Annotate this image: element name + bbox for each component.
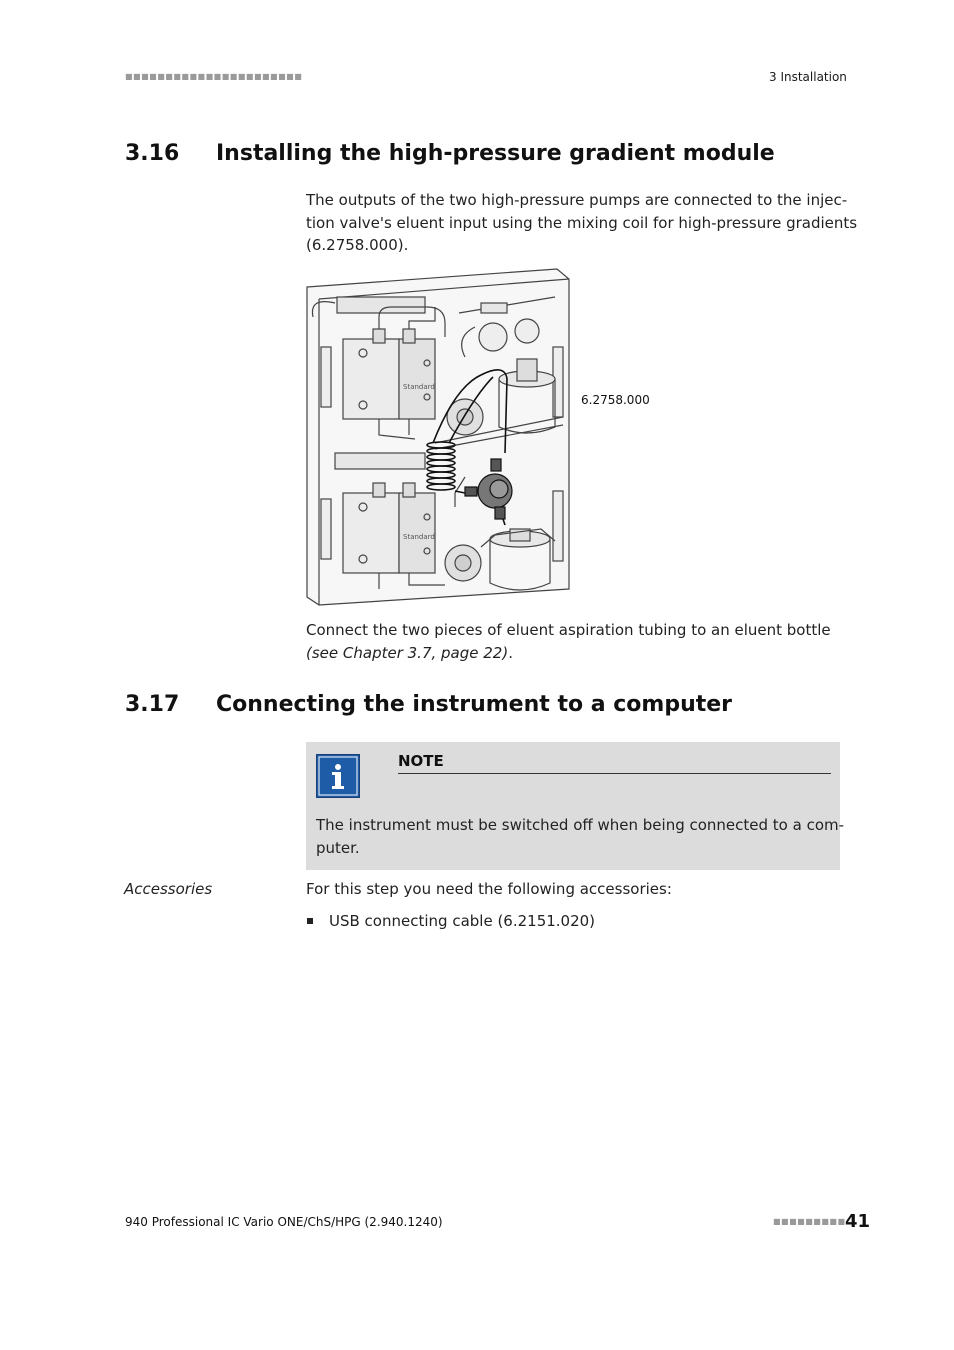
accessories-intro: For this step you need the following accessories: [306,880,672,898]
section-heading-3-16 [125,141,825,171]
note-label: NOTE [398,752,444,770]
paragraph-line [306,642,846,665]
list-item-text: USB connecting cable (6.2151.020) [329,912,596,930]
note-text [316,814,845,859]
footer-marks: ■■■■■■■■■ [773,1217,846,1226]
pump-label-upper: Standard [403,383,435,391]
sentence-end: . [508,643,513,662]
figure-callout-label: 6.2758.000 [581,393,650,407]
section-title: Installing the high-pressure gradient module [216,141,775,166]
note-box [306,742,845,870]
paragraph-line: Connect the two pieces of eluent aspiration tubing to an eluent bottle [306,621,831,639]
pump-label-lower: Standard [403,533,435,541]
section-number: 3.16 [125,141,180,166]
paragraph-line: tion valve's eluent input using the mixing coil for high-pressure gradients [306,213,858,232]
note-divider [398,773,831,774]
info-icon [316,754,360,798]
note-line: puter. [316,838,360,857]
note-line: The instrument must be switched off when being connected to a com- [316,816,845,834]
paragraph-line: The outputs of the two high-pressure pumps are connected to the injec- [306,191,848,209]
intro-paragraph [306,189,858,257]
footer-document-title: 940 Professional IC Vario ONE/ChS/HPG (2.940.1240) [125,1215,443,1229]
bullet-square-icon [307,918,313,924]
eluent-paragraph [306,619,846,664]
instrument-figure [305,267,641,607]
header-marks: ■■■■■■■■■■■■■■■■■■■■■■ [125,72,303,81]
running-header-chapter: 3 Installation [769,70,847,84]
hpg-module-illustration [305,267,641,607]
section-title: Connecting the instrument to a computer [216,692,733,717]
section-heading-3-17 [125,692,825,722]
paragraph-line: (6.2758.000). [306,236,409,254]
page-number: 41 [845,1211,871,1232]
section-number: 3.17 [125,692,180,717]
chapter-reference-link[interactable]: (see Chapter 3.7, page 22) [306,643,509,662]
side-label-accessories: Accessories [124,880,213,898]
list-item [306,910,826,934]
